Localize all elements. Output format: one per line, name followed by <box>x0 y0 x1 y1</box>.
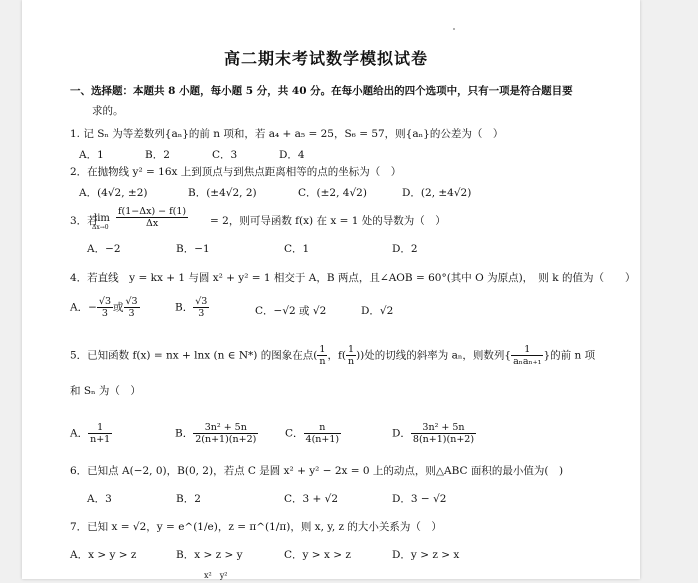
q2-option-d: D．(2, ±4√2) <box>402 187 472 199</box>
q3-option-d: D．2 <box>392 243 418 255</box>
q3-fraction <box>116 206 188 229</box>
q4-b-den: 3 <box>198 308 205 319</box>
q5-option-d <box>392 422 476 445</box>
q5-seq-num: 1 <box>511 344 543 356</box>
question-8-partial: x² y² <box>204 571 228 580</box>
question-3-stem: = 2，则可导函数 f(x) 在 x = 1 处的导数为（ ） <box>210 215 446 227</box>
speck <box>453 28 455 30</box>
q4-option-d: D．√2 <box>361 305 394 317</box>
q5-seq-den: aₙaₙ₊₁ <box>513 356 542 367</box>
q5-b-num: 3n² + 5n <box>193 422 258 434</box>
q5-c-den: 4(n+1) <box>305 434 340 445</box>
q5-point-num: 1 <box>317 344 327 356</box>
q3-numerator: f(1−Δx) − f(1) <box>118 206 187 217</box>
page-title: 高二期末考试数学模拟试卷 <box>224 49 429 68</box>
q4-b-label: B． <box>175 301 194 314</box>
q4-a-or: 或 <box>113 301 124 314</box>
q5-point-num2: 1 <box>346 344 356 356</box>
q1-option-d: D．4 <box>279 149 305 161</box>
q3-limit: lim <box>94 213 110 224</box>
q6-option-c: C．3 + √2 <box>284 493 339 505</box>
question-5-stem: 5．已知函数 f(x) = nx + lnx (n ∈ N*) 的图象在点( $\frac{1}{n}$ ，f( $\frac{1}{n}$ ))处的切线的斜率为 aₙ，则数列{ $\frac{1}{\text{aₙaₙ₊₁}}$ }的前 n 项 <box>70 344 596 367</box>
q4-a-num: √3 <box>98 296 111 307</box>
q5-option-c <box>285 422 341 445</box>
q4-option-c: C．−√2 或 √2 <box>255 305 327 317</box>
question-6-stem: 6．已知点 A(−2, 0)，B(0, 2)，若点 C 是圆 x² + y² − 2x = 0 上的动点，则△ABC 面积的最小值为( ) <box>70 465 564 477</box>
q5-c-num: n <box>304 422 342 434</box>
q3-option-a: A．−2 <box>87 243 121 255</box>
q1-option-c: C．3 <box>212 149 238 161</box>
q5-stem-c: 的前 n 项 <box>550 349 596 362</box>
document-page <box>22 0 640 579</box>
q7-option-d: D．y > z > x <box>392 549 460 561</box>
q2-option-b: B．(±4√2, 2) <box>188 187 257 199</box>
q5-option-a <box>70 422 112 445</box>
q5-a-den: n+1 <box>90 434 111 445</box>
q5-d-label: D． <box>392 427 411 440</box>
q5-d-den: 8(n+1)(n+2) <box>412 434 475 445</box>
q7-option-b: B．x > z > y <box>176 549 243 561</box>
q2-option-c: C．(±2, 4√2) <box>298 187 367 199</box>
q5-point-den2: n <box>347 356 355 367</box>
q4-option-a <box>70 296 140 319</box>
q5-a-num: 1 <box>88 422 112 434</box>
q4-a-num2: √3 <box>125 296 138 307</box>
q1-option-a: A．1 <box>79 149 104 161</box>
q5-a-label: A． <box>70 427 89 440</box>
q7-option-a: A．x > y > z <box>70 549 137 561</box>
q7-option-c: C．y > x > z <box>284 549 351 561</box>
q2-option-a: A．(4√2, ±2) <box>79 187 148 199</box>
q5-d-num: 3n² + 5n <box>411 422 476 434</box>
q5-stem-b: 处的切线的斜率为 aₙ，则数列 <box>364 349 505 362</box>
question-5-cont: 和 Sₙ 为（ ） <box>70 385 141 397</box>
scrollbar-track[interactable] <box>684 0 698 579</box>
q5-option-b <box>175 422 258 445</box>
q5-point-den: n <box>319 356 326 367</box>
section-heading: 一、选择题：本题共 8 小题，每小题 5 分，共 40 分。在每小题给出的四个选项中，只有一项是符合题目要 <box>70 85 573 97</box>
q4-option-b <box>175 296 209 319</box>
q4-a-den: 3 <box>101 308 108 319</box>
q5-b-den: 2(n+1)(n+2) <box>195 434 257 445</box>
q4-a-den2: 3 <box>128 308 135 319</box>
q5-c-label: C． <box>285 427 304 440</box>
q6-option-a: A．3 <box>87 493 112 505</box>
question-3-prefix: 3．若 <box>70 215 98 227</box>
q4-a-label: A．− <box>70 301 97 314</box>
q1-option-b: B．2 <box>145 149 170 161</box>
q6-option-d: D．3 − √2 <box>392 493 447 505</box>
q5-b-label: B． <box>175 427 194 440</box>
q6-option-b: B．2 <box>176 493 201 505</box>
question-7-stem: 7．已知 x = √2，y = e^(1/e)，z = π^(1/π)，则 x, y, z 的大小关系为（ ） <box>70 521 442 533</box>
question-4-stem: 4．若直线 y = kx + 1 与圆 x² + y² = 1 相交于 A，B 两点，且∠AOB = 60°(其中 O 为原点)， 则 k 的值为（ ） <box>70 272 636 284</box>
question-1-stem: 1. 记 Sₙ 为等差数列{aₙ}的前 n 项和，若 a₄ + a₅ = 25，S₆ = 57，则{aₙ}的公差为（ ） <box>70 128 504 140</box>
q3-limit-sub: Δx→0 <box>92 224 109 231</box>
q5-stem-a: 5．已知函数 f(x) = nx + lnx (n ∈ N*) 的图象在点 <box>70 349 314 362</box>
q5-stem-mid: ，f <box>327 349 342 362</box>
q4-b-num: √3 <box>195 296 208 307</box>
q3-option-c: C．1 <box>284 243 310 255</box>
section-heading-cont: 求的。 <box>92 105 124 117</box>
q3-option-b: B．−1 <box>176 243 210 255</box>
q3-denominator: Δx <box>145 218 159 229</box>
question-2-stem: 2．在抛物线 y² = 16x 上到顶点与到焦点距离相等的点的坐标为（ ） <box>70 166 402 178</box>
